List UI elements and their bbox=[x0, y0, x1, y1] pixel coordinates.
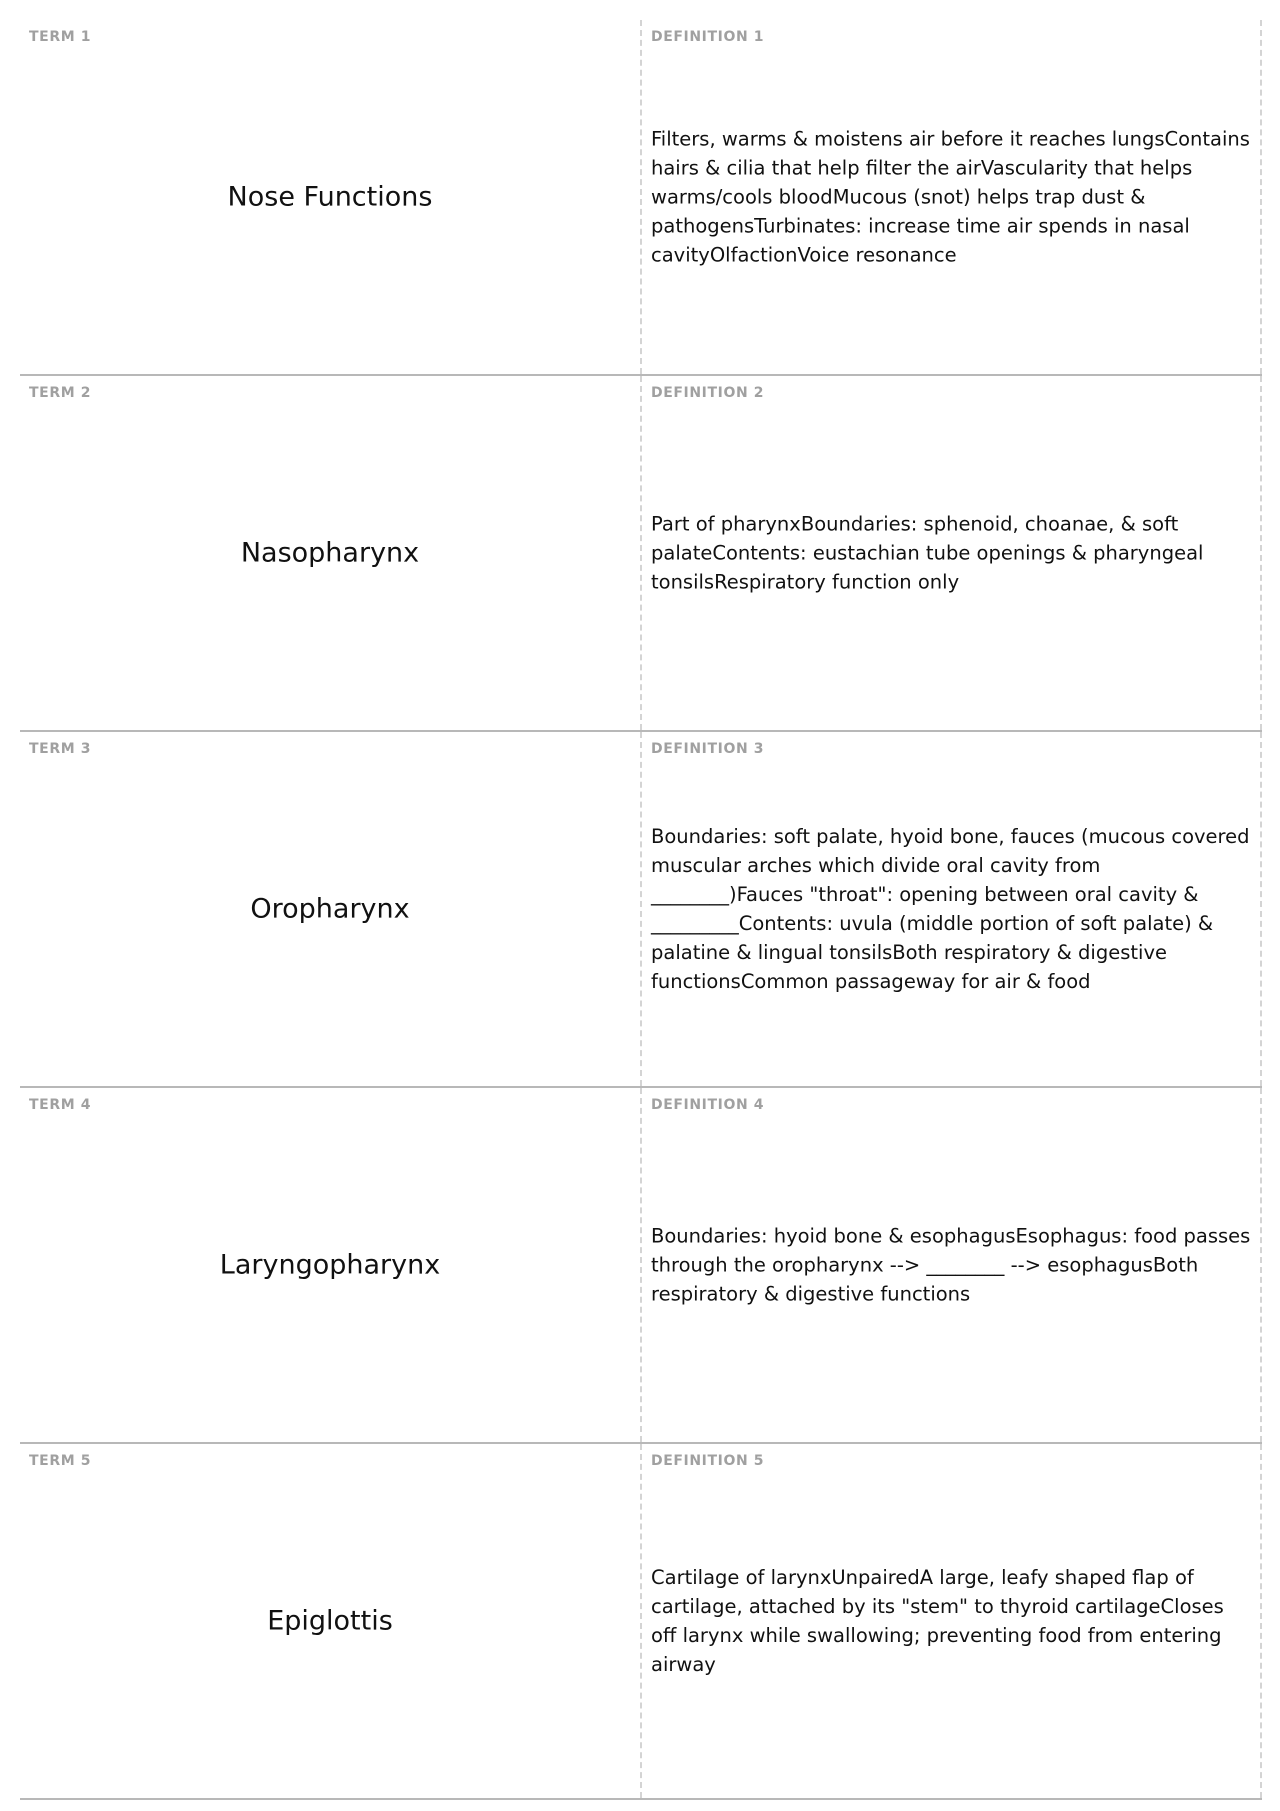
term-label-4: TERM 4 bbox=[29, 1097, 92, 1113]
term-cell-4 bbox=[20, 1088, 642, 1442]
definition-label-1: DEFINITION 1 bbox=[651, 29, 765, 45]
term-text-4: Laryngopharynx bbox=[219, 1249, 441, 1281]
term-text-3: Oropharynx bbox=[250, 893, 410, 925]
definition-cell-4 bbox=[642, 1088, 1262, 1442]
definition-cell-2 bbox=[642, 376, 1262, 730]
flashcard-3 bbox=[20, 732, 1262, 1088]
flashcard-2 bbox=[20, 376, 1262, 732]
definition-cell-1 bbox=[642, 20, 1262, 374]
flashcard-4 bbox=[20, 1088, 1262, 1444]
flashcard-5 bbox=[20, 1444, 1262, 1800]
definition-label-4: DEFINITION 4 bbox=[651, 1097, 765, 1113]
term-text-1: Nose Functions bbox=[227, 181, 433, 213]
term-cell-5 bbox=[20, 1444, 642, 1798]
term-text-2: Nasopharynx bbox=[240, 537, 420, 569]
definition-cell-5 bbox=[642, 1444, 1262, 1798]
definition-label-5: DEFINITION 5 bbox=[651, 1453, 765, 1469]
term-cell-2 bbox=[20, 376, 642, 730]
definition-text-4: Boundaries: hyoid bone & esophagusEsophagus: food passes through the oropharynx --> ________ --> esophagusBoth respiratory & digestive functions bbox=[651, 1224, 1251, 1306]
term-cell-1 bbox=[20, 20, 642, 374]
definition-text-5: Cartilage of larynxUnpairedA large, leafy shaped flap of cartilage, attached by its "stem" to thyroid cartilageCloses off larynx while swallowing; preventing food from entering airway bbox=[651, 1566, 1224, 1676]
flashcard-sheet bbox=[20, 20, 1262, 1800]
term-cell-3 bbox=[20, 732, 642, 1086]
term-label-2: TERM 2 bbox=[29, 385, 92, 401]
definition-text-1: Filters, warms & moistens air before it reaches lungsContains hairs & cilia that help filter the airVascularity that helps warms/cools bloodMucous (snot) helps trap dust & pathogensTurbinates: increase time air spends in nasal cavityOlfactionVoice resonance bbox=[651, 127, 1250, 267]
flashcard-1 bbox=[20, 20, 1262, 376]
definition-cell-3 bbox=[642, 732, 1262, 1086]
definition-text-3: Boundaries: soft palate, hyoid bone, fauces (mucous covered muscular arches which divide oral cavity from ________)Fauces "throat": opening between oral cavity & _________Contents: uvula (middle portion of soft palate) & palatine & lingual tonsilsBoth respiratory & digestive functionsCommon passageway for air & food bbox=[651, 825, 1250, 993]
definition-text-2: Part of pharynxBoundaries: sphenoid, choanae, & soft palateContents: eustachian tube openings & pharyngeal tonsilsRespiratory function only bbox=[651, 512, 1204, 594]
term-label-1: TERM 1 bbox=[29, 29, 92, 45]
definition-label-2: DEFINITION 2 bbox=[651, 385, 765, 401]
definition-label-3: DEFINITION 3 bbox=[651, 741, 765, 757]
term-label-3: TERM 3 bbox=[29, 741, 92, 757]
term-label-5: TERM 5 bbox=[29, 1453, 92, 1469]
term-text-5: Epiglottis bbox=[267, 1605, 393, 1637]
